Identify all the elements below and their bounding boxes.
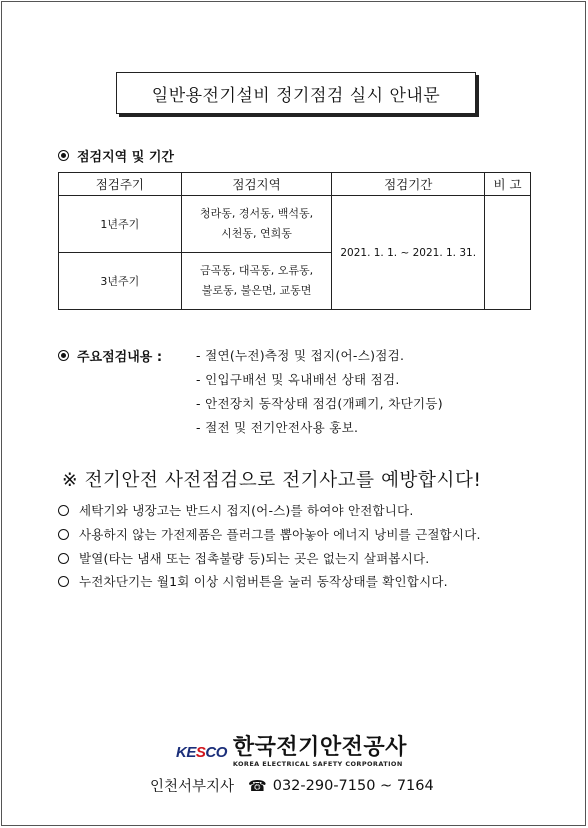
tip-item xyxy=(58,501,414,519)
schedule-table xyxy=(58,172,531,310)
note-cell xyxy=(485,196,531,310)
circle-bullet-icon xyxy=(58,576,69,587)
column-header: 점검지역 xyxy=(181,173,332,196)
tip-item xyxy=(58,525,481,543)
tip-item xyxy=(58,572,448,590)
area-line: 시천동, 연희동 xyxy=(221,227,292,240)
column-header: 점검주기 xyxy=(59,173,182,196)
section-heading-text: 주요점검내용 : xyxy=(77,350,163,365)
footer-contact xyxy=(150,775,434,796)
circle-bullet-icon xyxy=(58,553,69,564)
inspection-item: - 안전장치 동작상태 점검(개폐기, 차단기등) xyxy=(196,396,443,411)
title-text: 일반용전기설비 정기점검 실시 안내문 xyxy=(151,85,441,106)
section-heading-text: 점검지역 및 기간 xyxy=(77,150,174,165)
area-cell xyxy=(181,253,332,310)
page-title xyxy=(116,72,476,114)
circle-bullet-icon xyxy=(58,505,69,516)
page-frame xyxy=(1,1,586,826)
section-heading-inspection xyxy=(58,346,162,365)
bullet-icon xyxy=(58,150,69,161)
column-header: 점검기간 xyxy=(332,173,485,196)
logo-text xyxy=(233,736,407,768)
company-name-en: KOREA ELECTRICAL SAFETY CORPORATION xyxy=(232,760,403,768)
telephone-icon: ☎ xyxy=(248,776,267,795)
area-line: 청라동, 경서동, 백석동, xyxy=(199,207,314,220)
inspection-item: - 절연(누전)측정 및 접지(어-스)점검. xyxy=(196,348,405,363)
tip-item xyxy=(58,549,429,567)
area-line: 금곡동, 대곡동, 오류동, xyxy=(199,264,314,277)
table-header-row xyxy=(59,173,531,196)
kesco-logo-mark: KESCO xyxy=(176,743,227,761)
tip-text: 발열(타는 냄새 또는 접촉불량 등)되는 곳은 없는지 살펴봅시다. xyxy=(79,551,430,566)
area-line: 불로동, 불은면, 교동면 xyxy=(201,284,312,297)
cycle-cell: 1년주기 xyxy=(59,196,182,253)
inspection-item: - 절전 및 전기안전사용 홍보. xyxy=(196,420,359,435)
kesco-logo xyxy=(176,736,407,768)
phone-number: 032-290-7150 ~ 7164 xyxy=(272,777,434,794)
tip-text: 사용하지 않는 가전제품은 플러그를 뽑아놓아 에너지 낭비를 근절합시다. xyxy=(79,527,481,542)
column-header: 비 고 xyxy=(485,173,531,196)
circle-bullet-icon xyxy=(58,529,69,540)
area-cell xyxy=(181,196,332,253)
tip-text: 누전차단기는 월1회 이상 시험버튼을 눌러 동작상태를 확인합시다. xyxy=(79,574,448,589)
bullet-icon xyxy=(58,350,69,361)
inspection-item: - 인입구배선 및 옥내배선 상태 점검. xyxy=(196,372,400,387)
table-row xyxy=(59,196,531,253)
cycle-cell: 3년주기 xyxy=(59,253,182,310)
branch-name: 인천서부지사 xyxy=(150,779,235,795)
safety-banner: ※ 전기안전 사전점검으로 전기사고를 예방합시다! xyxy=(62,470,482,491)
tip-text: 세탁기와 냉장고는 반드시 접지(어-스)를 하여야 안전합니다. xyxy=(79,503,414,518)
period-cell: 2021. 1. 1. ~ 2021. 1. 31. xyxy=(332,196,485,310)
company-name-ko: 한국전기안전공사 xyxy=(232,735,407,760)
section-heading-schedule xyxy=(58,146,174,165)
